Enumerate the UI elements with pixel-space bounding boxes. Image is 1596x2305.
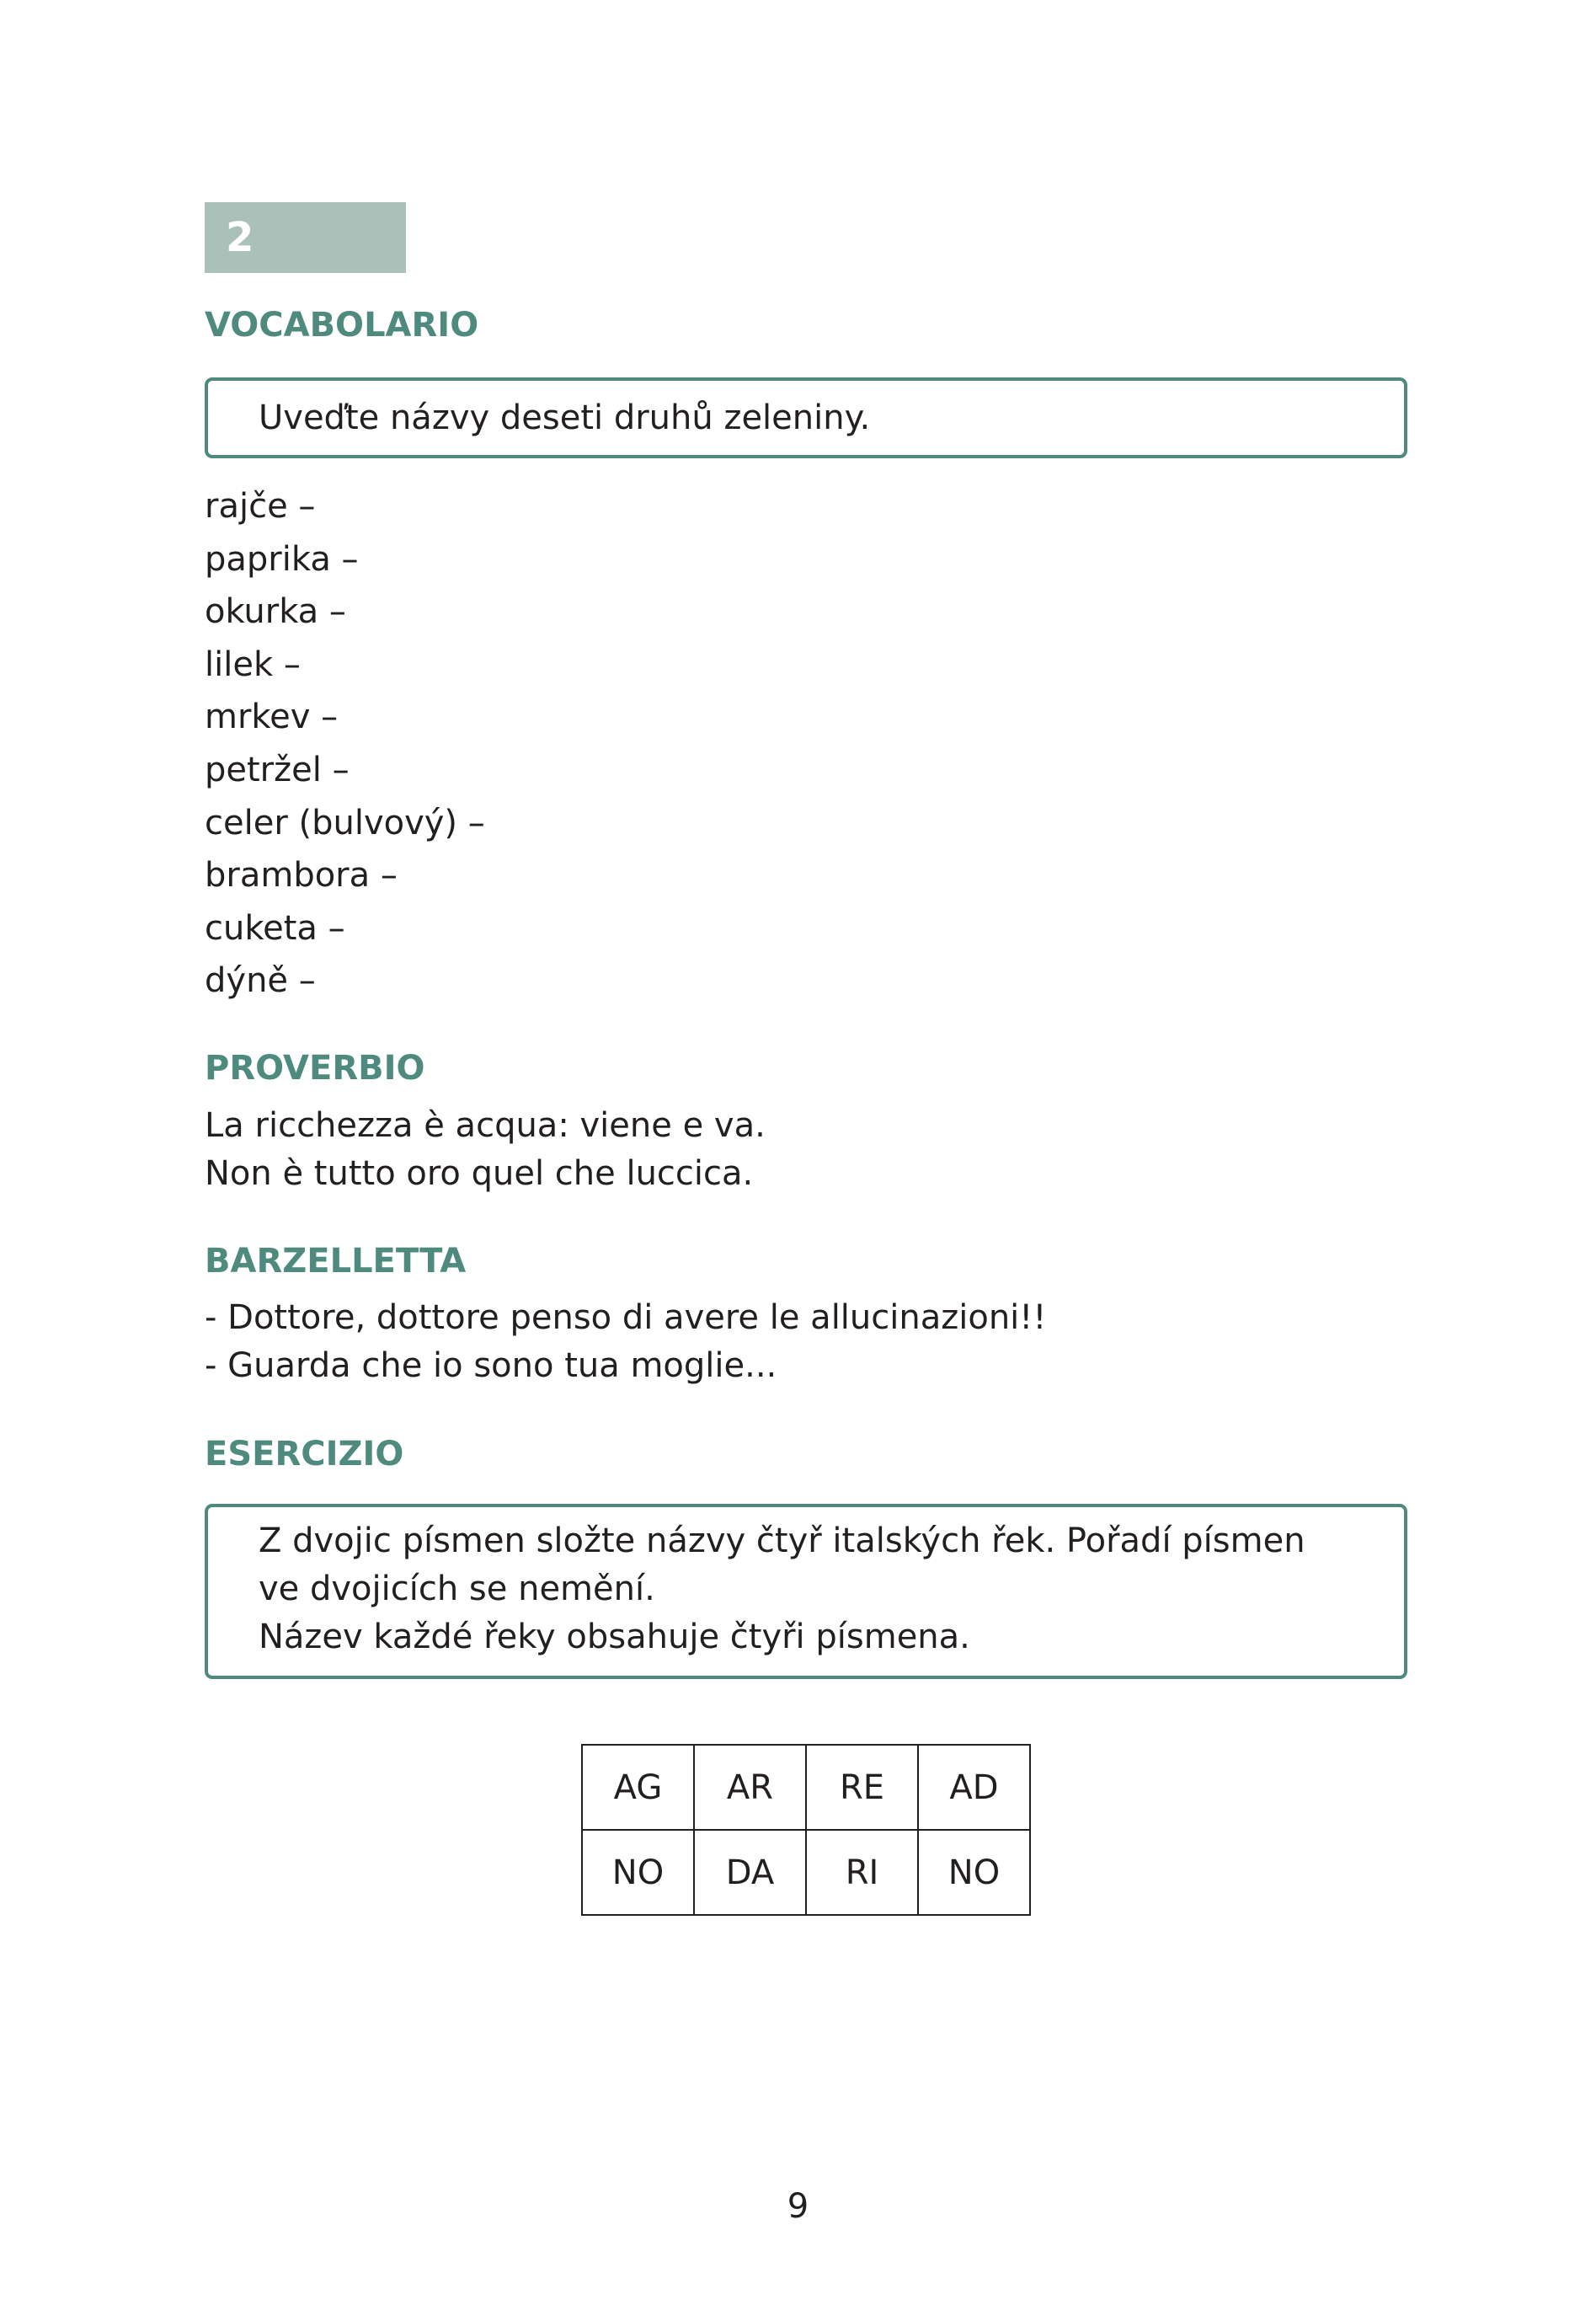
list-item: cuketa – xyxy=(205,908,345,948)
letter-pair-cell: RE xyxy=(806,1745,918,1830)
joke-line-1: - Dottore, dottore penso di avere le allucinazioni!! xyxy=(205,1298,1047,1337)
proverb-line-1: La ricchezza è acqua: viene e va. xyxy=(205,1106,766,1145)
table-row xyxy=(582,1830,1030,1915)
joke-line-2: - Guarda che io sono tua moglie... xyxy=(205,1346,777,1385)
vocabolario-heading: VOCABOLARIO xyxy=(205,306,479,345)
list-item: okurka – xyxy=(205,592,346,632)
esercizio-instruction-line-3: Název každé řeky obsahuje čtyři písmena. xyxy=(259,1618,970,1656)
vocabolario-instruction-box xyxy=(205,377,1407,458)
table-row xyxy=(582,1745,1030,1830)
list-item: dýně – xyxy=(205,961,316,1001)
esercizio-instruction-line-2: ve dvojicích se nemění. xyxy=(259,1570,655,1608)
proverbio-heading: PROVERBIO xyxy=(205,1049,425,1088)
letter-pair-cell: RI xyxy=(806,1830,918,1915)
list-item: lilek – xyxy=(205,644,301,684)
letter-pair-cell: AG xyxy=(582,1745,694,1830)
list-item: mrkev – xyxy=(205,698,339,737)
list-item: petržel – xyxy=(205,750,350,789)
chapter-number: 2 xyxy=(226,214,254,261)
chapter-number-badge xyxy=(205,202,406,273)
proverb-line-2: Non è tutto oro quel che luccica. xyxy=(205,1154,754,1193)
letter-pair-cell: DA xyxy=(694,1830,806,1915)
vegetable-list xyxy=(205,480,485,1008)
letter-pair-cell: AD xyxy=(918,1745,1030,1830)
list-item: brambora – xyxy=(205,856,398,896)
list-item: rajče – xyxy=(205,487,316,526)
vocabolario-instruction: Uveďte názvy deseti druhů zeleniny. xyxy=(259,398,871,437)
esercizio-instruction-box xyxy=(205,1504,1407,1679)
barzelletta-heading: BARZELLETTA xyxy=(205,1242,467,1281)
letter-pair-cell: NO xyxy=(582,1830,694,1915)
page-number: 9 xyxy=(787,2187,809,2226)
list-item: paprika – xyxy=(205,539,359,579)
letter-pairs-grid xyxy=(581,1744,1031,1916)
esercizio-instruction-line-1: Z dvojic písmen složte názvy čtyř italských řek. Pořadí písmen xyxy=(259,1522,1305,1560)
letter-pair-cell: NO xyxy=(918,1830,1030,1915)
letter-pair-cell: AR xyxy=(694,1745,806,1830)
esercizio-heading: ESERCIZIO xyxy=(205,1435,404,1473)
list-item: celer (bulvový) – xyxy=(205,803,485,842)
